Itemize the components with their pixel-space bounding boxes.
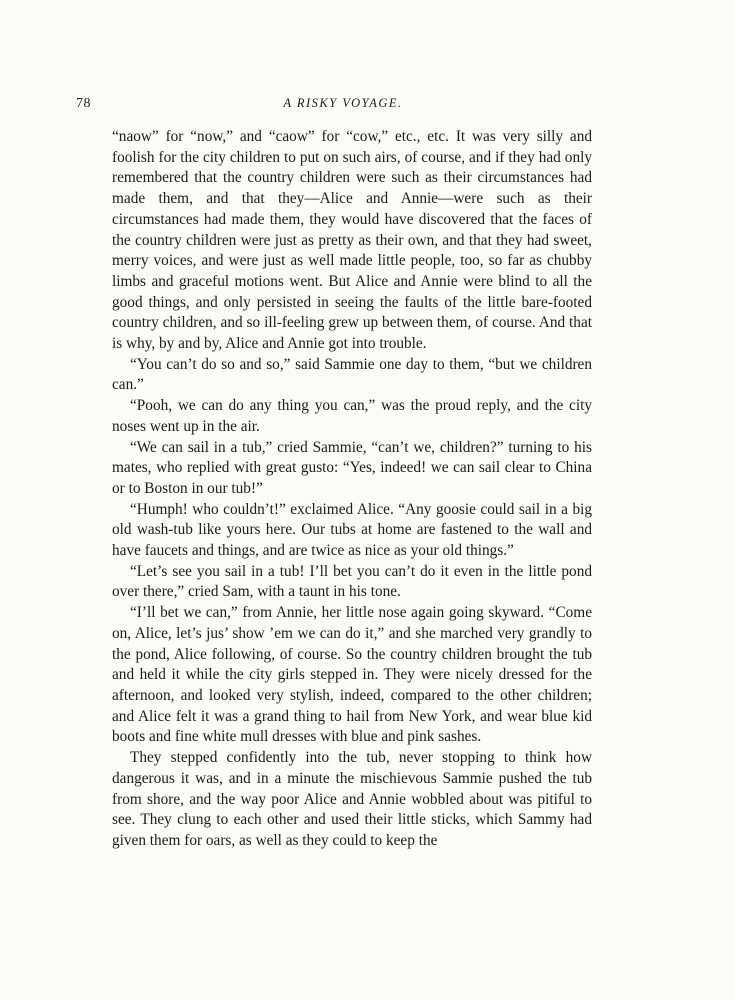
body-text <box>112 127 592 852</box>
paragraph: “Let’s see you sail in a tub! I’ll bet you can’t do it even in the little pond over there,” cried Sam, with a taunt in his tone. <box>112 562 592 601</box>
paragraph: “We can sail in a tub,” cried Sammie, “can’t we, children?” turning to his mates, who replied with great gusto: “Yes, indeed! we can sail clear to China or to Boston in our tub!” <box>112 438 592 497</box>
paragraph: “Humph! who couldn’t!” exclaimed Alice. “Any goosie could sail in a big old wash-tub like yours here. Our tubs at home are fastened to the wall and have faucets and things, and are twice as nice as your old things.” <box>112 500 592 560</box>
paragraph: “I’ll bet we can,” from Annie, her little nose again going skyward. “Come on, Alice, let’s jus’ show ’em we can do it,” and she marched very grandly to the pond, Alice following, of course. So the country children brought the tub and held it while the city girls stepped in. They were nicely dressed for the afternoon, and looked very stylish, indeed, compared to the other children; and Alice felt it was a grand thing to hail from New York, and wear blue kid boots and fine white mull dresses with blue and pink sashes. <box>112 604 592 746</box>
page-number: 78 <box>76 96 91 111</box>
paragraph: “naow” for “now,” and “caow” for “cow,” etc., etc. It was very silly and foolish for the city children to put on such airs, of course, and if they had only remembered that the country children were such as their circumstances had made them, and that they—Alice and Annie—were such as their circumstances had made them, they would have discovered that the faces of the country children were just as pretty as their own, and that they had sweet, merry voices, and were just as well made little people, too, so far as chubby limbs and graceful motions went. But Alice and Annie were blind to all the good things, and only persisted in seeing the faults of the little bare-footed country children, and so ill-feeling grew up between them, of course. And that is why, by and by, Alice and Annie got into trouble. <box>112 128 592 353</box>
page-header <box>76 96 588 114</box>
paragraph: They stepped confidently into the tub, never stopping to think how dangerous it was, and in a minute the mischievous Sammie pushed the tub from shore, and the way poor Alice and Annie wobbled about was pitiful to see. They clung to each other and used their little sticks, which Sammy had given them for oars, as well as they could to keep the <box>112 749 592 849</box>
running-title: A RISKY VOYAGE. <box>283 96 403 110</box>
paragraph: “Pooh, we can do any thing you can,” was the proud reply, and the city noses went up in the air. <box>112 397 592 435</box>
paragraph: “You can’t do so and so,” said Sammie one day to them, “but we children can.” <box>112 355 592 394</box>
